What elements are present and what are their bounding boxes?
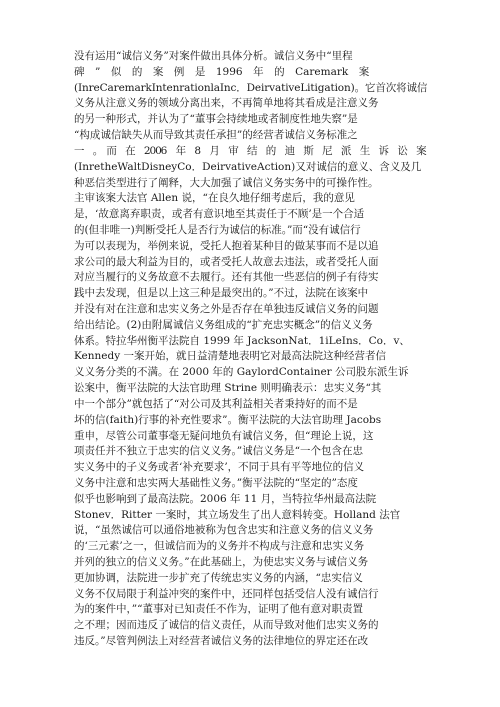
text-line: 为可以表现为，举例来说，受托人抱着某种目的做某事而不是以追 (74, 239, 379, 252)
text-line: 实义务中的子义务或者‘补充要求’，不同于具有平等地位的信义 (74, 461, 365, 474)
text-line: 违反。”尽管判例法上对经营者诚信义务的法律地位的界定还在改 (74, 635, 369, 648)
text-line: 似乎也影响到了最高法院。2006 年 11 月，当特拉华州最高法院 (74, 492, 377, 505)
text-line: 主审该案大法官 Allen 说，“在良久地仔细考虑后，我的意见 (74, 192, 355, 205)
text-line: 坏的信(faith)行事的补充性要求”。衡平法院的大法官助理 Jacobs (74, 413, 382, 426)
text-line: (InretheWaltDisneyCo．DeirvativeAction)又对诚信的意义、含义及几 (74, 160, 422, 173)
text-line: 没有运用“诚信义务”对案件做出具体分析。诚信义务中“里程 (74, 50, 353, 62)
text-line: 给出结论。(2)由附属诚信义务组成的“扩充忠实概念”的信义义务 (74, 318, 373, 331)
text-line: 种恶信类型进行了阐释，大大加强了诚信义务实务中的可操作性。 (74, 176, 379, 189)
text-line: 义务不仅局限于利益冲突的案件中，还同样包括受信人没有诚信行 (74, 587, 379, 600)
text-line: Kennedy 一案开始，就日益清楚地表明它对最高法院这种经营者信 (74, 350, 387, 363)
text-line: 对应当履行的义务故意不去履行。还有其他一些恶信的例子有待实 (74, 271, 379, 284)
text-line: 中一个部分”就包括了“对公司及其利益相关者秉持好的而不是 (74, 397, 358, 410)
text-line: 讼案中，衡平法院的大法官助理 Strine 则明确表示：忠实义务“其 (74, 382, 382, 395)
text-line: 义义务分类的不满。在 2000 年的 GaylordContainer 公司股东派生诉 (74, 366, 409, 379)
text-line: 一 。 而 在 2006 年 8 月 审 结 的 迪 斯 尼 派 生 诉 讼 案 (74, 144, 426, 157)
text-line: 并没有对在注意和忠实义务之外是否存在单独违反诚信义务的问题 (74, 303, 379, 315)
text-line: 体系。特拉华州衡平法院自 1999 年 JacksonNat．1iLeIns．Co．v、 (74, 334, 410, 347)
text-line: (InreCaremarkIntenrationlaInc．DeirvativeLitigation)。它首次将诚信 (74, 81, 427, 94)
text-line: 项责任并不独立于忠实的信义义务。”诚信义务是“一个包含在忠 (74, 445, 363, 458)
text-line: 更加协调，法院进一步扩充了传统忠实义务的内涵，“忠实信义 (74, 571, 363, 584)
text-line: 践中去发现，但是以上这三种是最突出的。”不过，法院在该案中 (74, 287, 369, 300)
body-text (74, 49, 427, 650)
text-line: 说，“虽然诚信可以通俗地被称为包含忠实和注意义务的信义义务 (74, 524, 374, 537)
text-line: 的‘三元素’之一，但诚信而为的义务并不构成与注意和忠实义务 (74, 540, 365, 553)
text-line: 义务中注意和忠实两大基础性义务。”衡平法院的“坚定的”态度 (74, 476, 358, 489)
text-line: 重申，尽管公司董事毫无疑问地负有诚信义务，但“理论上说，这 (74, 429, 374, 442)
text-line: 的另一种形式，并认为了“董事会持续地或者制度性地失察”是 (74, 113, 358, 126)
text-line: Stonev．Ritter 一案时，其立场发生了出人意料转变。Holland 法官 (74, 508, 401, 521)
text-line: 为的案件中，”“董事对已知责任不作为，证明了他有意对职责置 (74, 603, 363, 616)
text-line: 碑 ” 似 的 案 例 是 1996 年 的 Caremark 案 (74, 65, 370, 78)
text-line: 并列的独立的信义义务。”在此基础上，为使忠实义务与诚信义务 (74, 556, 369, 568)
text-line: 的(但非唯一)判断受托人是否行为诚信的标准。”而“没有诚信行 (74, 223, 361, 236)
text-line: 是，‘故意离弃职责，或者有意识地至其责任于不顾’是一个合适 (74, 208, 365, 221)
text-line: “构成诚信缺失从而导致其责任承担”的经营者诚信义务标准之 (74, 129, 358, 142)
text-line: 求公司的最大利益为目的，或者受托人故意去违法，或者受托人面 (74, 255, 379, 268)
text-line: 义务从注意义务的领域分离出来，不再简单地将其看成是注意义务 (74, 97, 379, 110)
text-line: 之不理；因而违反了诚信的信义责任，从而导致对他们忠实义务的 (74, 619, 379, 632)
